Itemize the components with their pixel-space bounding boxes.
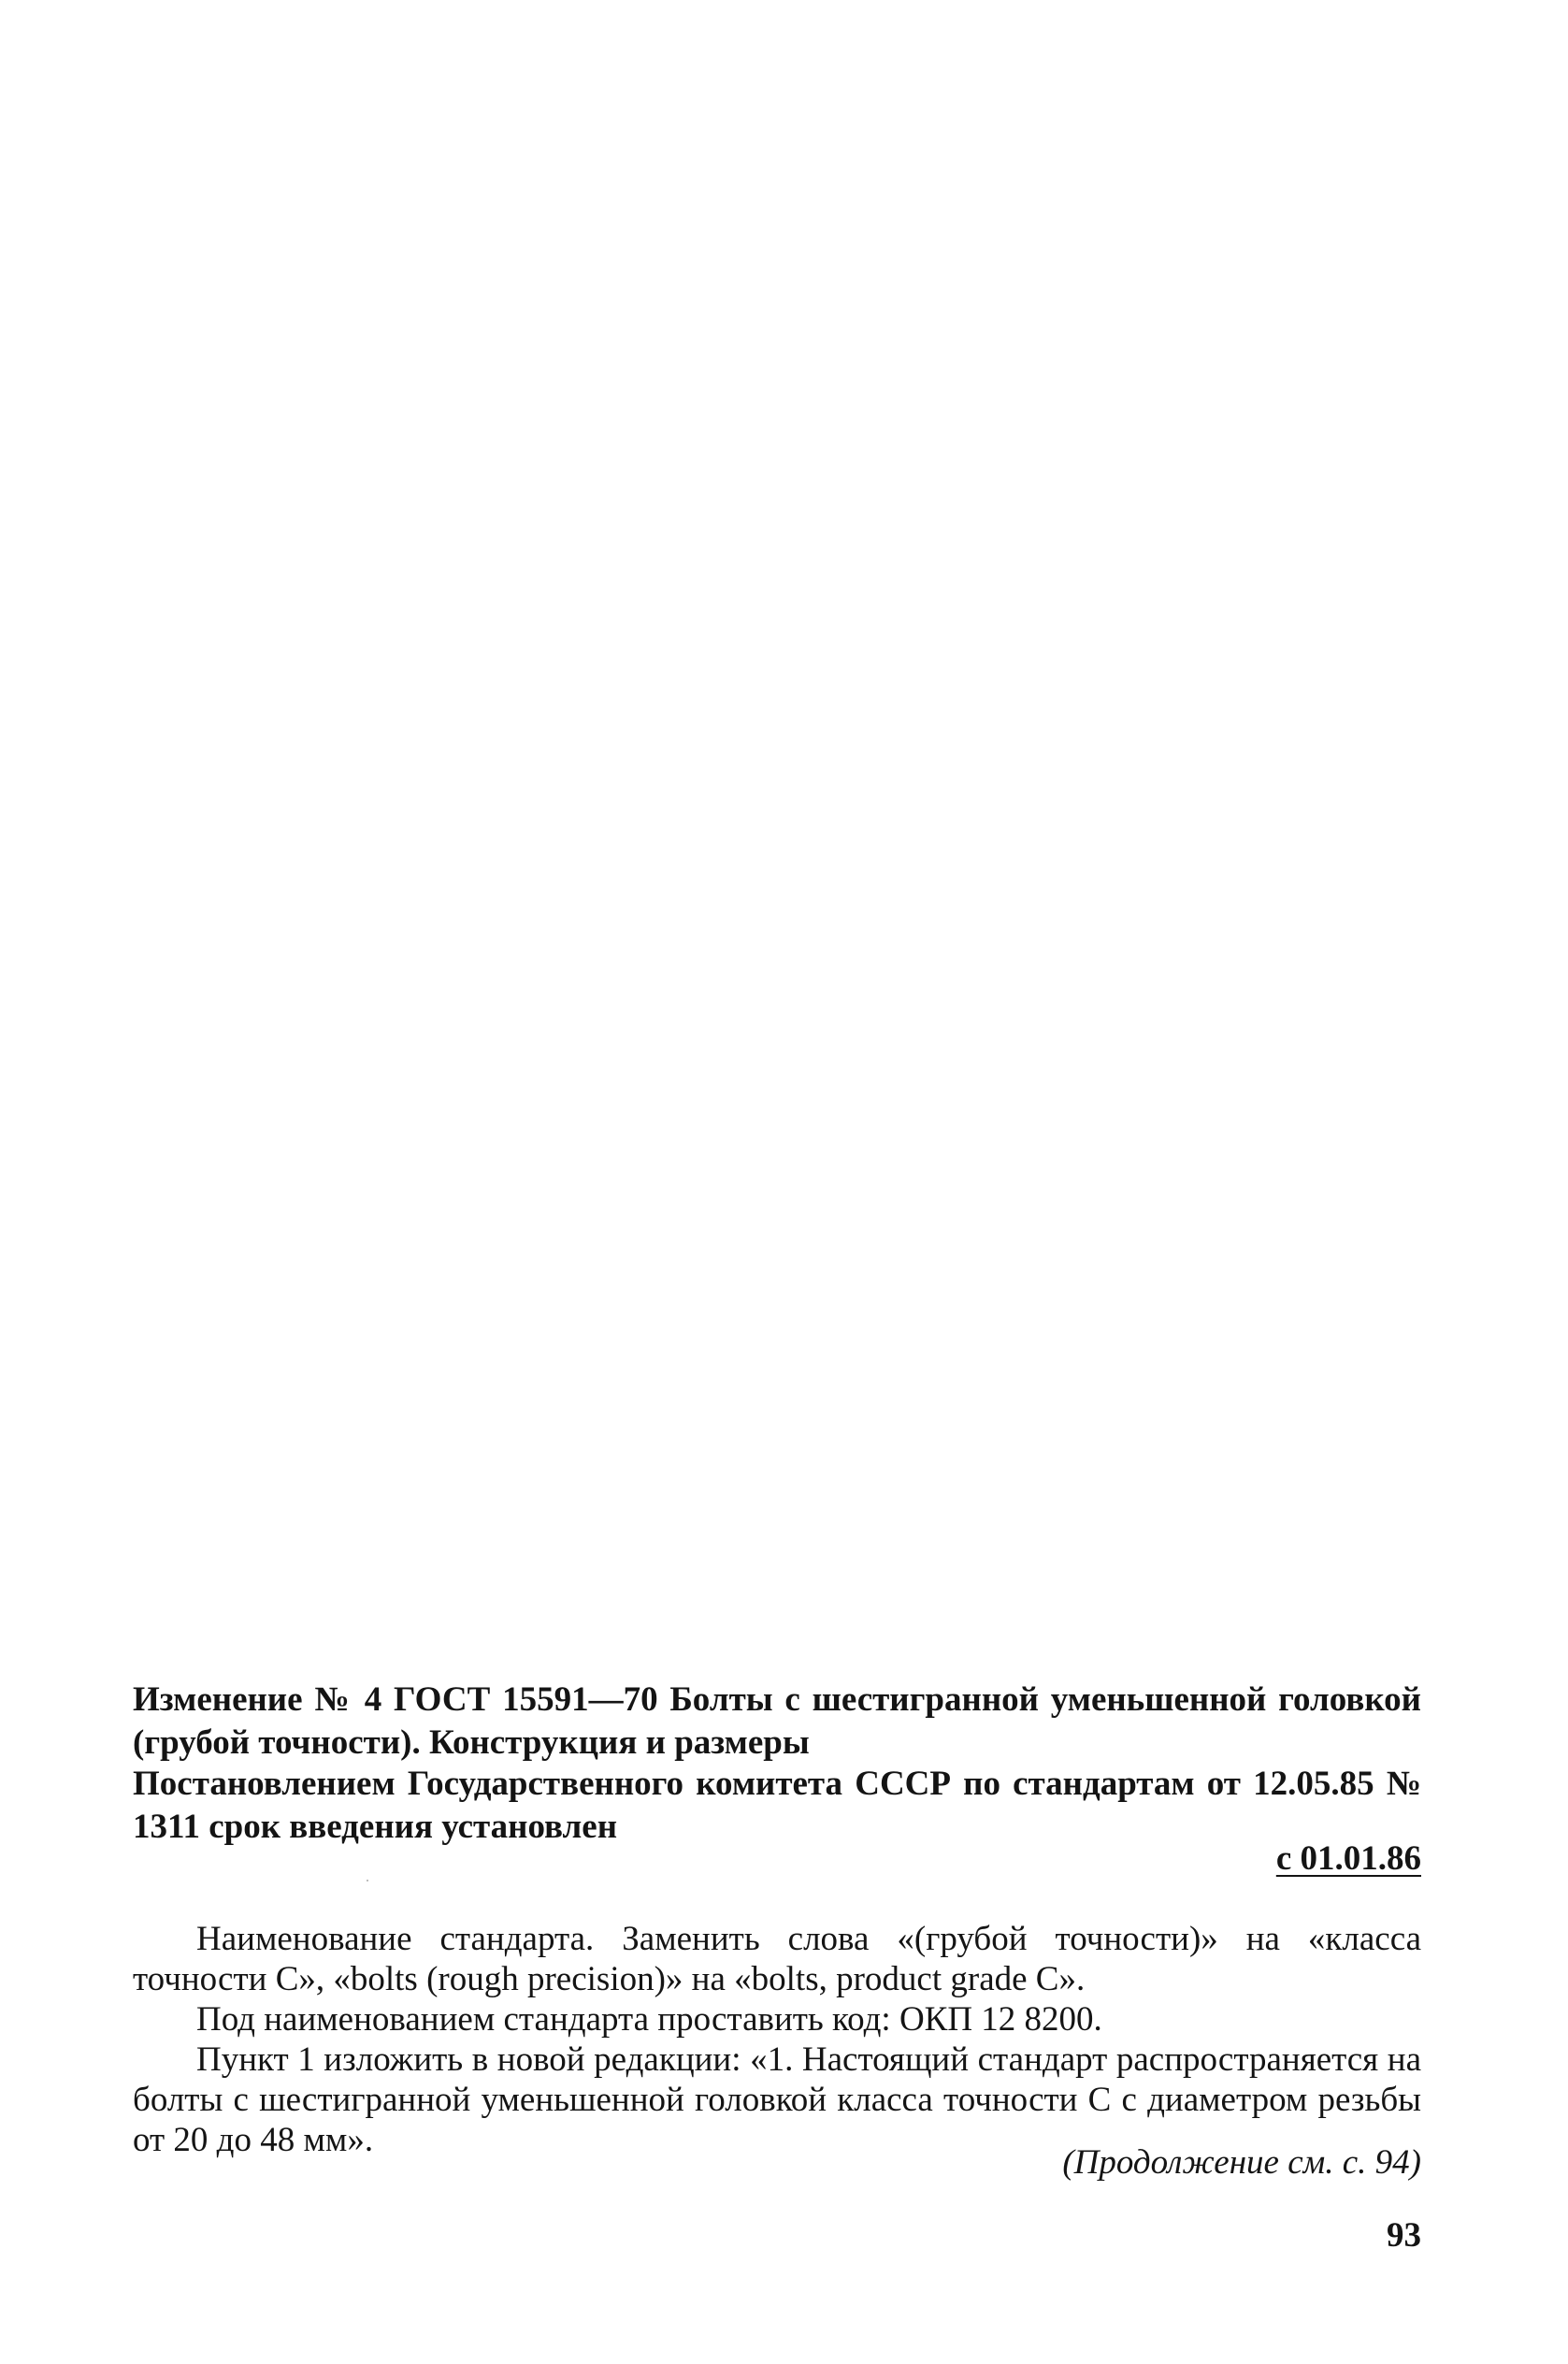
paragraph-standard-name: Наименование стандарта. Заменить слова «(грубой точности)» на «класса точности С», «bolts (rough precision)» на «bolts, product grade C». [133, 1920, 1421, 1998]
paragraph-okp-code: Под наименованием стандарта проставить код: ОКП 12 8200. [196, 2000, 1102, 2039]
effective-date: с 01.01.86 [1275, 1839, 1421, 1878]
scan-speck [367, 1880, 368, 1881]
amendment-title: Изменение № 4 ГОСТ 15591—70 Болты с шестигранной уменьшенной головкой (грубой точности). Конструкция и размеры [133, 1680, 1421, 1762]
continuation-note: (Продолжение см. с. 94) [1062, 2143, 1421, 2182]
resolution-text: Постановлением Государственного комитета СССР по стандартам от 12.05.85 № 1311 срок введения установлен [133, 1765, 1421, 1846]
paragraph-clause-1: Пункт 1 изложить в новой редакции: «1. Настоящий стандарт распространяется на болты с шестигранной уменьшенной головкой класса точности С с диаметром резьбы от 20 до 48 мм». [133, 2040, 1421, 2159]
page-number: 93 [1387, 2216, 1421, 2255]
